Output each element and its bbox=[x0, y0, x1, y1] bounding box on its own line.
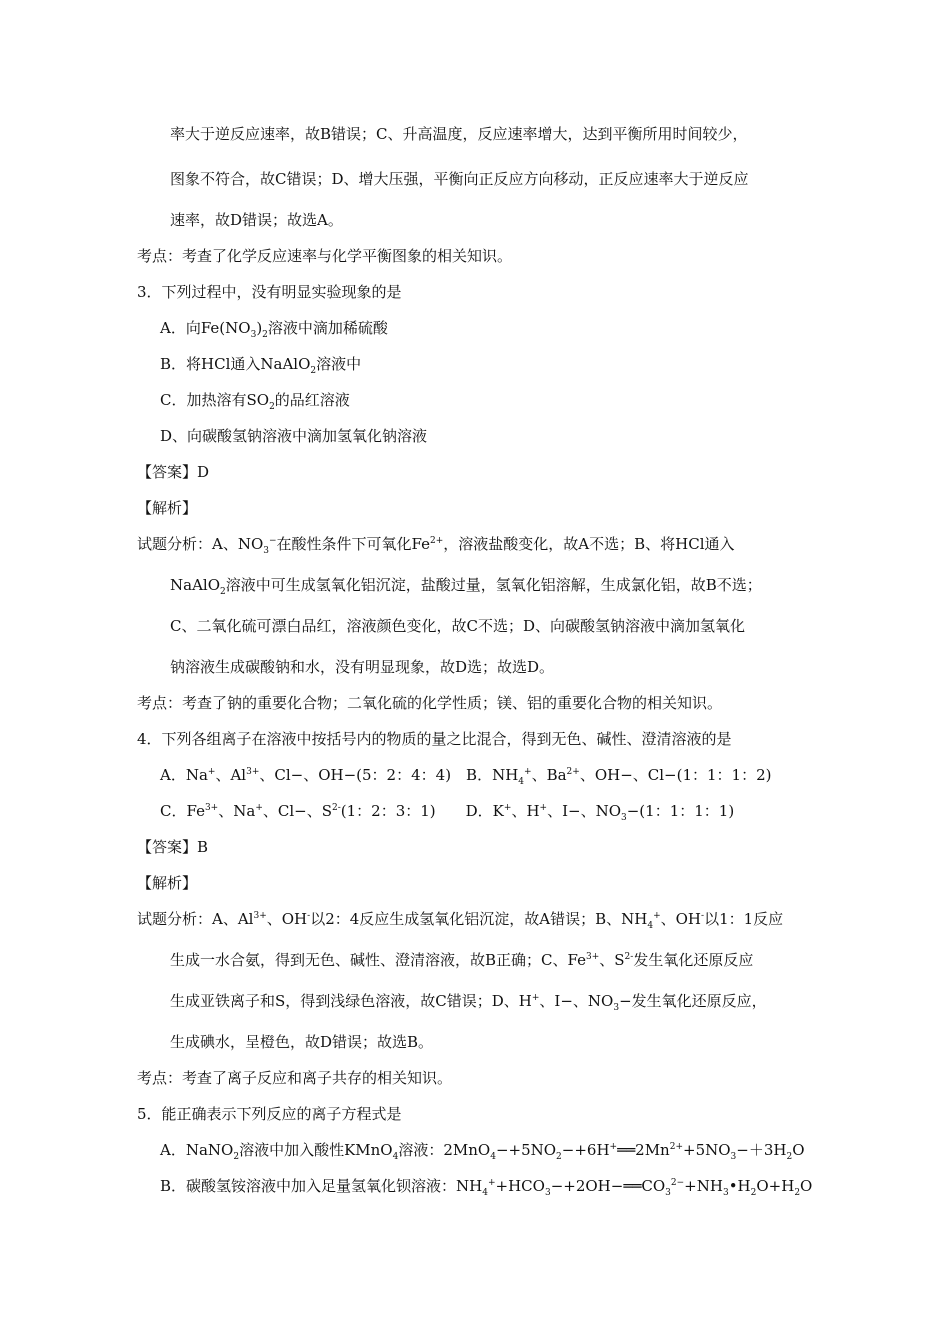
text-line bbox=[170, 991, 767, 1011]
text-line: 生成碘水，呈橙色，故D错误；故选B。 bbox=[170, 1033, 434, 1051]
text-segment: 2 bbox=[233, 1152, 240, 1162]
text-segment: 、OH bbox=[660, 910, 702, 928]
text-line bbox=[170, 950, 753, 970]
text-segment: +5NO bbox=[683, 1141, 731, 1159]
text-segment: 3 bbox=[544, 1188, 551, 1198]
text-segment: 3+ bbox=[253, 911, 267, 921]
text-segment: A．NaNO bbox=[160, 1141, 234, 1159]
text-segment: + bbox=[487, 1178, 496, 1188]
text-segment: - bbox=[307, 911, 311, 921]
text-segment: 2+ bbox=[430, 536, 444, 546]
text-segment: C．加热溶有SO bbox=[160, 391, 270, 409]
text-line: 考点：考查了钠的重要化合物；二氧化硫的化学性质；镁、铝的重要化合物的相关知识。 bbox=[137, 694, 723, 712]
text-segment: 3 bbox=[613, 1003, 620, 1013]
text-segment: 2 bbox=[794, 1188, 801, 1198]
text-segment: 3+ bbox=[585, 952, 600, 962]
text-segment: 2 bbox=[310, 366, 317, 376]
text-segment: +HCO bbox=[495, 1177, 545, 1195]
text-segment: 、I−、NO bbox=[539, 992, 614, 1010]
text-line: 考点：考查了离子反应和离子共存的相关知识。 bbox=[137, 1069, 453, 1087]
question-4: 4．下列各组离子在溶液中按括号内的物质的量之比混合，得到无色、碱性、澄清溶液的是 bbox=[137, 730, 732, 748]
text-line bbox=[137, 534, 735, 554]
text-segment: O bbox=[792, 1141, 805, 1159]
text-segment: 2+ bbox=[566, 767, 580, 777]
text-segment: + bbox=[503, 803, 512, 813]
text-segment: 3+ bbox=[204, 803, 219, 813]
text-segment: A．向Fe(NO bbox=[160, 319, 251, 337]
text-segment: + bbox=[255, 803, 263, 813]
text-segment: 2 bbox=[750, 1188, 757, 1198]
text-segment: 4 bbox=[490, 1152, 496, 1162]
text-line: 考点：考查了化学反应速率与化学平衡图象的相关知识。 bbox=[137, 247, 513, 265]
text-segment: 2 bbox=[262, 330, 268, 340]
text-segment: 试题分析：A、NO bbox=[137, 535, 264, 553]
text-segment: 2 bbox=[269, 402, 275, 412]
text-segment: O bbox=[800, 1177, 813, 1195]
text-segment: O+H bbox=[756, 1177, 795, 1195]
options-ab bbox=[160, 765, 771, 785]
text-segment: 以1：1反应 bbox=[704, 910, 784, 928]
text-segment: B．碳酸氢铵溶液中加入足量氢氧化钡溶液：NH bbox=[160, 1177, 483, 1195]
text-segment: + bbox=[524, 767, 532, 777]
text-segment: 2 bbox=[220, 587, 226, 597]
text-segment: 、OH bbox=[266, 910, 308, 928]
text-segment: 2+ bbox=[669, 1142, 683, 1152]
text-line: 图象不符合，故C错误；D、增大压强，平衡向正反应方向移动，正反应速率大于逆反应 bbox=[170, 170, 749, 188]
question-3: 3．下列过程中，没有明显实验现象的是 bbox=[137, 283, 402, 301]
text-segment: +NH bbox=[684, 1177, 723, 1195]
text-segment: 3 bbox=[722, 1188, 729, 1198]
text-segment: 、I−、NO bbox=[547, 802, 621, 820]
text-segment: 试题分析：A、Al bbox=[137, 910, 254, 928]
text-segment: 、OH−、Cl−(1：1：1：2) bbox=[579, 766, 772, 784]
analysis-label: 【解析】 bbox=[137, 874, 198, 892]
text-segment: 2 bbox=[786, 1152, 793, 1162]
text-segment: 3 bbox=[665, 1188, 671, 1198]
option-b bbox=[160, 354, 361, 374]
options-cd bbox=[160, 801, 734, 821]
text-segment: 2- bbox=[331, 803, 341, 813]
text-segment: −发生氧化还原反应， bbox=[619, 992, 767, 1010]
text-segment: B．将HCl通入NaAlO bbox=[160, 355, 311, 373]
answer-label: 【答案】B bbox=[137, 838, 209, 856]
text-line: 钠溶液生成碳酸钠和水，没有明显现象，故D选；故选D。 bbox=[170, 658, 555, 676]
text-segment: 、H bbox=[511, 802, 540, 820]
text-segment: + bbox=[653, 911, 661, 921]
text-segment: −+6H bbox=[561, 1141, 610, 1159]
text-line: 率大于逆反应速率，故B错误；C、升高温度，反应速率增大，达到平衡所用时间较少， bbox=[170, 125, 748, 143]
text-segment: 生成亚铁离子和S，得到浅绿色溶液，故C错误；D、H bbox=[170, 992, 532, 1010]
text-segment: (1：2：3：1) D．K bbox=[340, 802, 504, 820]
text-segment: + bbox=[207, 767, 216, 777]
text-segment: 生成一水合氨，得到无色、碱性、澄清溶液，故B正确；C、Fe bbox=[170, 951, 586, 969]
text-line: 速率，故D错误；故选A。 bbox=[170, 211, 343, 229]
analysis-label: 【解析】 bbox=[137, 499, 198, 517]
text-segment: 4 bbox=[392, 1152, 399, 1162]
text-segment: 2 bbox=[556, 1152, 562, 1162]
text-segment: ) bbox=[256, 319, 263, 337]
text-line bbox=[170, 575, 762, 595]
text-segment: 4 bbox=[647, 921, 654, 931]
text-segment: 4 bbox=[482, 1188, 488, 1198]
text-segment: 2- bbox=[624, 952, 634, 962]
text-segment: C．Fe bbox=[160, 802, 205, 820]
option-c bbox=[160, 390, 350, 410]
text-segment: 的品红溶液 bbox=[274, 391, 350, 409]
option-d: D、向碳酸氢钠溶液中滴加氢氧化钠溶液 bbox=[160, 427, 428, 445]
text-segment: 3 bbox=[621, 813, 627, 823]
text-segment: −+2OH−══CO bbox=[550, 1177, 666, 1195]
text-segment: −＋3H bbox=[736, 1141, 787, 1159]
text-segment: + bbox=[609, 1142, 618, 1152]
question-5: 5．能正确表示下列反应的离子方程式是 bbox=[137, 1105, 402, 1123]
text-segment: 、Ba bbox=[531, 766, 567, 784]
text-segment: −(1：1：1：1) bbox=[626, 802, 735, 820]
text-segment: 、Cl−、OH−(5：2：4：4) B．NH bbox=[259, 766, 519, 784]
text-segment: 溶液中加入酸性KMnO bbox=[239, 1141, 393, 1159]
text-segment: 以2：4反应生成氢氧化铝沉淀，故A错误；B、NH bbox=[310, 910, 648, 928]
text-segment: 4 bbox=[518, 777, 525, 787]
text-segment: 3 bbox=[250, 330, 257, 340]
text-segment: 发生氧化还原反应 bbox=[633, 951, 754, 969]
text-segment: 溶液中滴加稀硫酸 bbox=[267, 319, 388, 337]
text-segment: ══2Mn bbox=[617, 1141, 670, 1159]
text-segment: 在酸性条件下可氧化Fe bbox=[276, 535, 431, 553]
text-segment: 3 bbox=[730, 1152, 737, 1162]
option-a bbox=[160, 318, 388, 338]
text-segment: + bbox=[539, 803, 548, 813]
option-b bbox=[160, 1176, 812, 1196]
text-segment: - bbox=[701, 911, 705, 921]
answer-label: 【答案】D bbox=[137, 463, 210, 481]
text-segment: A．Na bbox=[160, 766, 208, 784]
text-segment: 、S bbox=[599, 951, 625, 969]
text-segment: 3 bbox=[263, 546, 269, 556]
text-segment: 溶液中可生成氢氧化铝沉淀，盐酸过量，氢氧化铝溶解，生成氯化铝，故B不选； bbox=[225, 576, 762, 594]
text-segment: 、Al bbox=[215, 766, 247, 784]
text-line bbox=[137, 909, 783, 929]
text-segment: 溶液：2MnO bbox=[398, 1141, 491, 1159]
text-segment: 溶液中 bbox=[316, 355, 362, 373]
text-segment: •H bbox=[728, 1177, 751, 1195]
text-line: C、二氧化硫可漂白品红，溶液颜色变化，故C不选；D、向碳酸氢钠溶液中滴加氢氧化 bbox=[170, 617, 745, 635]
text-segment: + bbox=[531, 993, 540, 1003]
text-segment: 2− bbox=[670, 1178, 685, 1188]
text-segment: 、Na bbox=[218, 802, 256, 820]
text-segment: 3+ bbox=[246, 767, 260, 777]
text-segment: 、Cl−、S bbox=[262, 802, 332, 820]
text-segment: NaAlO bbox=[170, 576, 220, 594]
text-segment: ，溶液盐酸变化，故A不选；B、将HCl通入 bbox=[443, 535, 735, 553]
text-segment: − bbox=[269, 536, 277, 546]
option-a bbox=[160, 1140, 805, 1160]
text-segment: −+5NO bbox=[495, 1141, 557, 1159]
